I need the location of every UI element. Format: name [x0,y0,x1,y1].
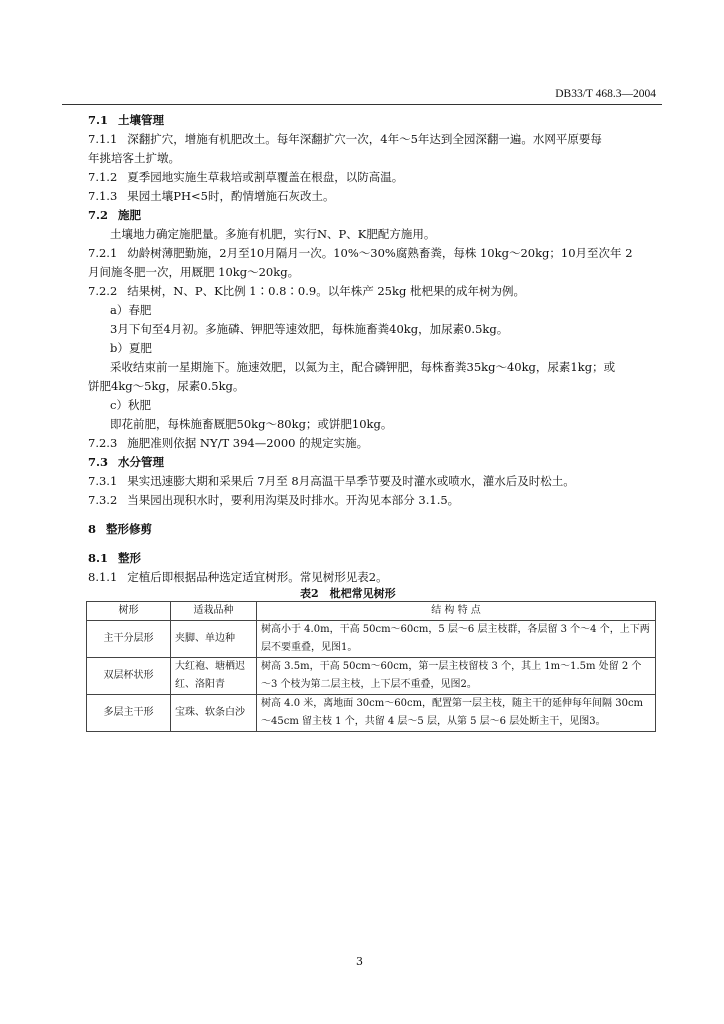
body-line [88,132,602,146]
body-line [88,151,180,165]
document-code: DB33/T 468.3—2004 [555,88,656,100]
clause-number: 7.1 [88,113,109,127]
section-heading [88,455,164,469]
body-line [88,436,368,450]
section-heading [88,208,141,222]
clause-number: 7.1.3 [88,189,118,203]
clause-number: 8 [88,522,97,536]
clause-text: 幼龄树薄肥勤施，2月至10月隔月一次。10%～30%腐熟畜粪，每株 10kg～20kg；10月至次年 2 [127,246,633,260]
clause-text: 当果园出现积水时，要利用沟渠及时排水。开沟见本部分 3.1.5。 [127,493,460,507]
cell-variety: 大红袍、塘栖迟红、洛阳青 [171,658,257,695]
body-line [88,189,334,203]
clause-text: a）春肥 [110,303,152,317]
section-heading [88,522,152,536]
clause-number: 7.1.2 [88,170,118,184]
body-line [110,417,392,431]
body-line [88,246,633,260]
clause-number: 8.1 [88,551,109,565]
clause-number: 7.2.2 [88,284,118,298]
clause-text: 果园土壤PH<5时，酌情增施石灰改土。 [127,189,335,203]
clause-text: 果实迅速膨大期和采果后 7月至 8月高温干旱季节要及时灌水或喷水，灌水后及时松土。 [127,474,575,488]
table-header-row [87,602,656,621]
clause-number: 7.3.1 [88,474,118,488]
col-header-variety: 适栽品种 [171,602,257,621]
clause-number: 7.2.1 [88,246,118,260]
body-line [88,284,525,298]
body-line [88,170,403,184]
clause-text: 即花前肥，每株施畜厩肥50kg～80kg；或饼肥10kg。 [110,417,393,431]
table-row [87,621,656,658]
cell-features: 树高小于 4.0m，干高 50cm～60cm，5 层～6 层主枝群，各层留 3 个～4 个，上下两层不要重叠，见图1。 [257,621,656,658]
col-header-shape: 树形 [87,602,171,621]
clause-number: 7.2.3 [88,436,118,450]
clause-text: 施肥准则依据 NY/T 394—2000 的规定实施。 [127,436,369,450]
clause-text: 夏季园地实施生草栽培或割草覆盖在根盘，以防高温。 [127,170,404,184]
clause-text: 施肥 [118,208,142,222]
clause-number: 7.3.2 [88,493,118,507]
clause-number: 7.1.1 [88,132,118,146]
cell-features: 树高 3.5m，干高 50cm～60cm，第一层主枝留枝 3 个，其上 1m～1.5m 处留 2 个～3 个枝为第二层主枝，上下层不重叠，见图2。 [257,658,656,695]
body-line [88,265,299,279]
clause-text: 土壤管理 [118,113,165,127]
cell-features: 树高 4.0 米，离地面 30cm～60cm，配置第一层主枝，随主干的延伸每年间隔 30cm～45cm 留主枝 1 个，共留 4 层～5 层，从第 5 层～6 层处断主干，见图3。 [257,695,656,732]
cell-shape: 多层主干形 [87,695,171,732]
cell-shape: 双层杯状形 [87,658,171,695]
cell-variety: 夹脚、单边种 [171,621,257,658]
cell-variety: 宝珠、软条白沙 [171,695,257,732]
page-number: 3 [356,955,363,968]
col-header-features: 结 构 特 点 [257,602,656,621]
clause-text: 整形 [118,551,142,565]
body-line [110,341,152,355]
body-line [110,227,435,241]
clause-text: 土壤地力确定施肥量。多施有机肥，实行N、P、K肥配方施用。 [110,227,436,241]
clause-text: 水分管理 [118,455,165,469]
table-row [87,658,656,695]
section-heading [88,113,164,127]
body-line [110,360,615,374]
clause-text: 整形修剪 [106,522,153,536]
clause-number: 7.2 [88,208,109,222]
body-line [88,379,244,393]
clause-text: c）秋肥 [110,398,151,412]
body-line [110,322,508,336]
clause-text: 采收结束前一星期施下。施速效肥，以氮为主，配合磷钾肥，每株畜粪35kg～40kg，尿素1kg；或 [110,360,616,374]
clause-text: b）夏肥 [110,341,152,355]
body-line [88,474,575,488]
clause-number: 8.1.1 [88,570,118,584]
section-heading [88,551,141,565]
table-caption: 表2 枇杷常见树形 [300,587,396,600]
clause-number: 7.3 [88,455,109,469]
clause-text: 年挑培客土扩墩。 [88,151,180,165]
table-row [87,695,656,732]
clause-text: 月间施冬肥一次，用厩肥 10kg～20kg。 [88,265,300,279]
clause-text: 3月下旬至4月初。多施磷、钾肥等速效肥，每株施畜粪40kg，加尿素0.5kg。 [110,322,509,336]
tree-shape-table [86,601,656,732]
clause-text: 结果树，N、P、K比例 1∶0.8∶0.9。以年株产 25kg 枇杷果的成年树为例。 [127,284,525,298]
clause-text: 深翻扩穴，增施有机肥改土。每年深翻扩穴一次，4年～5年达到全园深翻一遍。水网平原要每 [127,132,602,146]
body-line [110,303,151,317]
body-line [88,570,388,584]
body-line [110,398,151,412]
body-line [88,493,459,507]
header-rule [62,104,662,105]
cell-shape: 主干分层形 [87,621,171,658]
clause-text: 饼肥4kg～5kg，尿素0.5kg。 [88,379,245,393]
clause-text: 定植后即根据品种选定适宜树形。常见树形见表2。 [127,570,388,584]
